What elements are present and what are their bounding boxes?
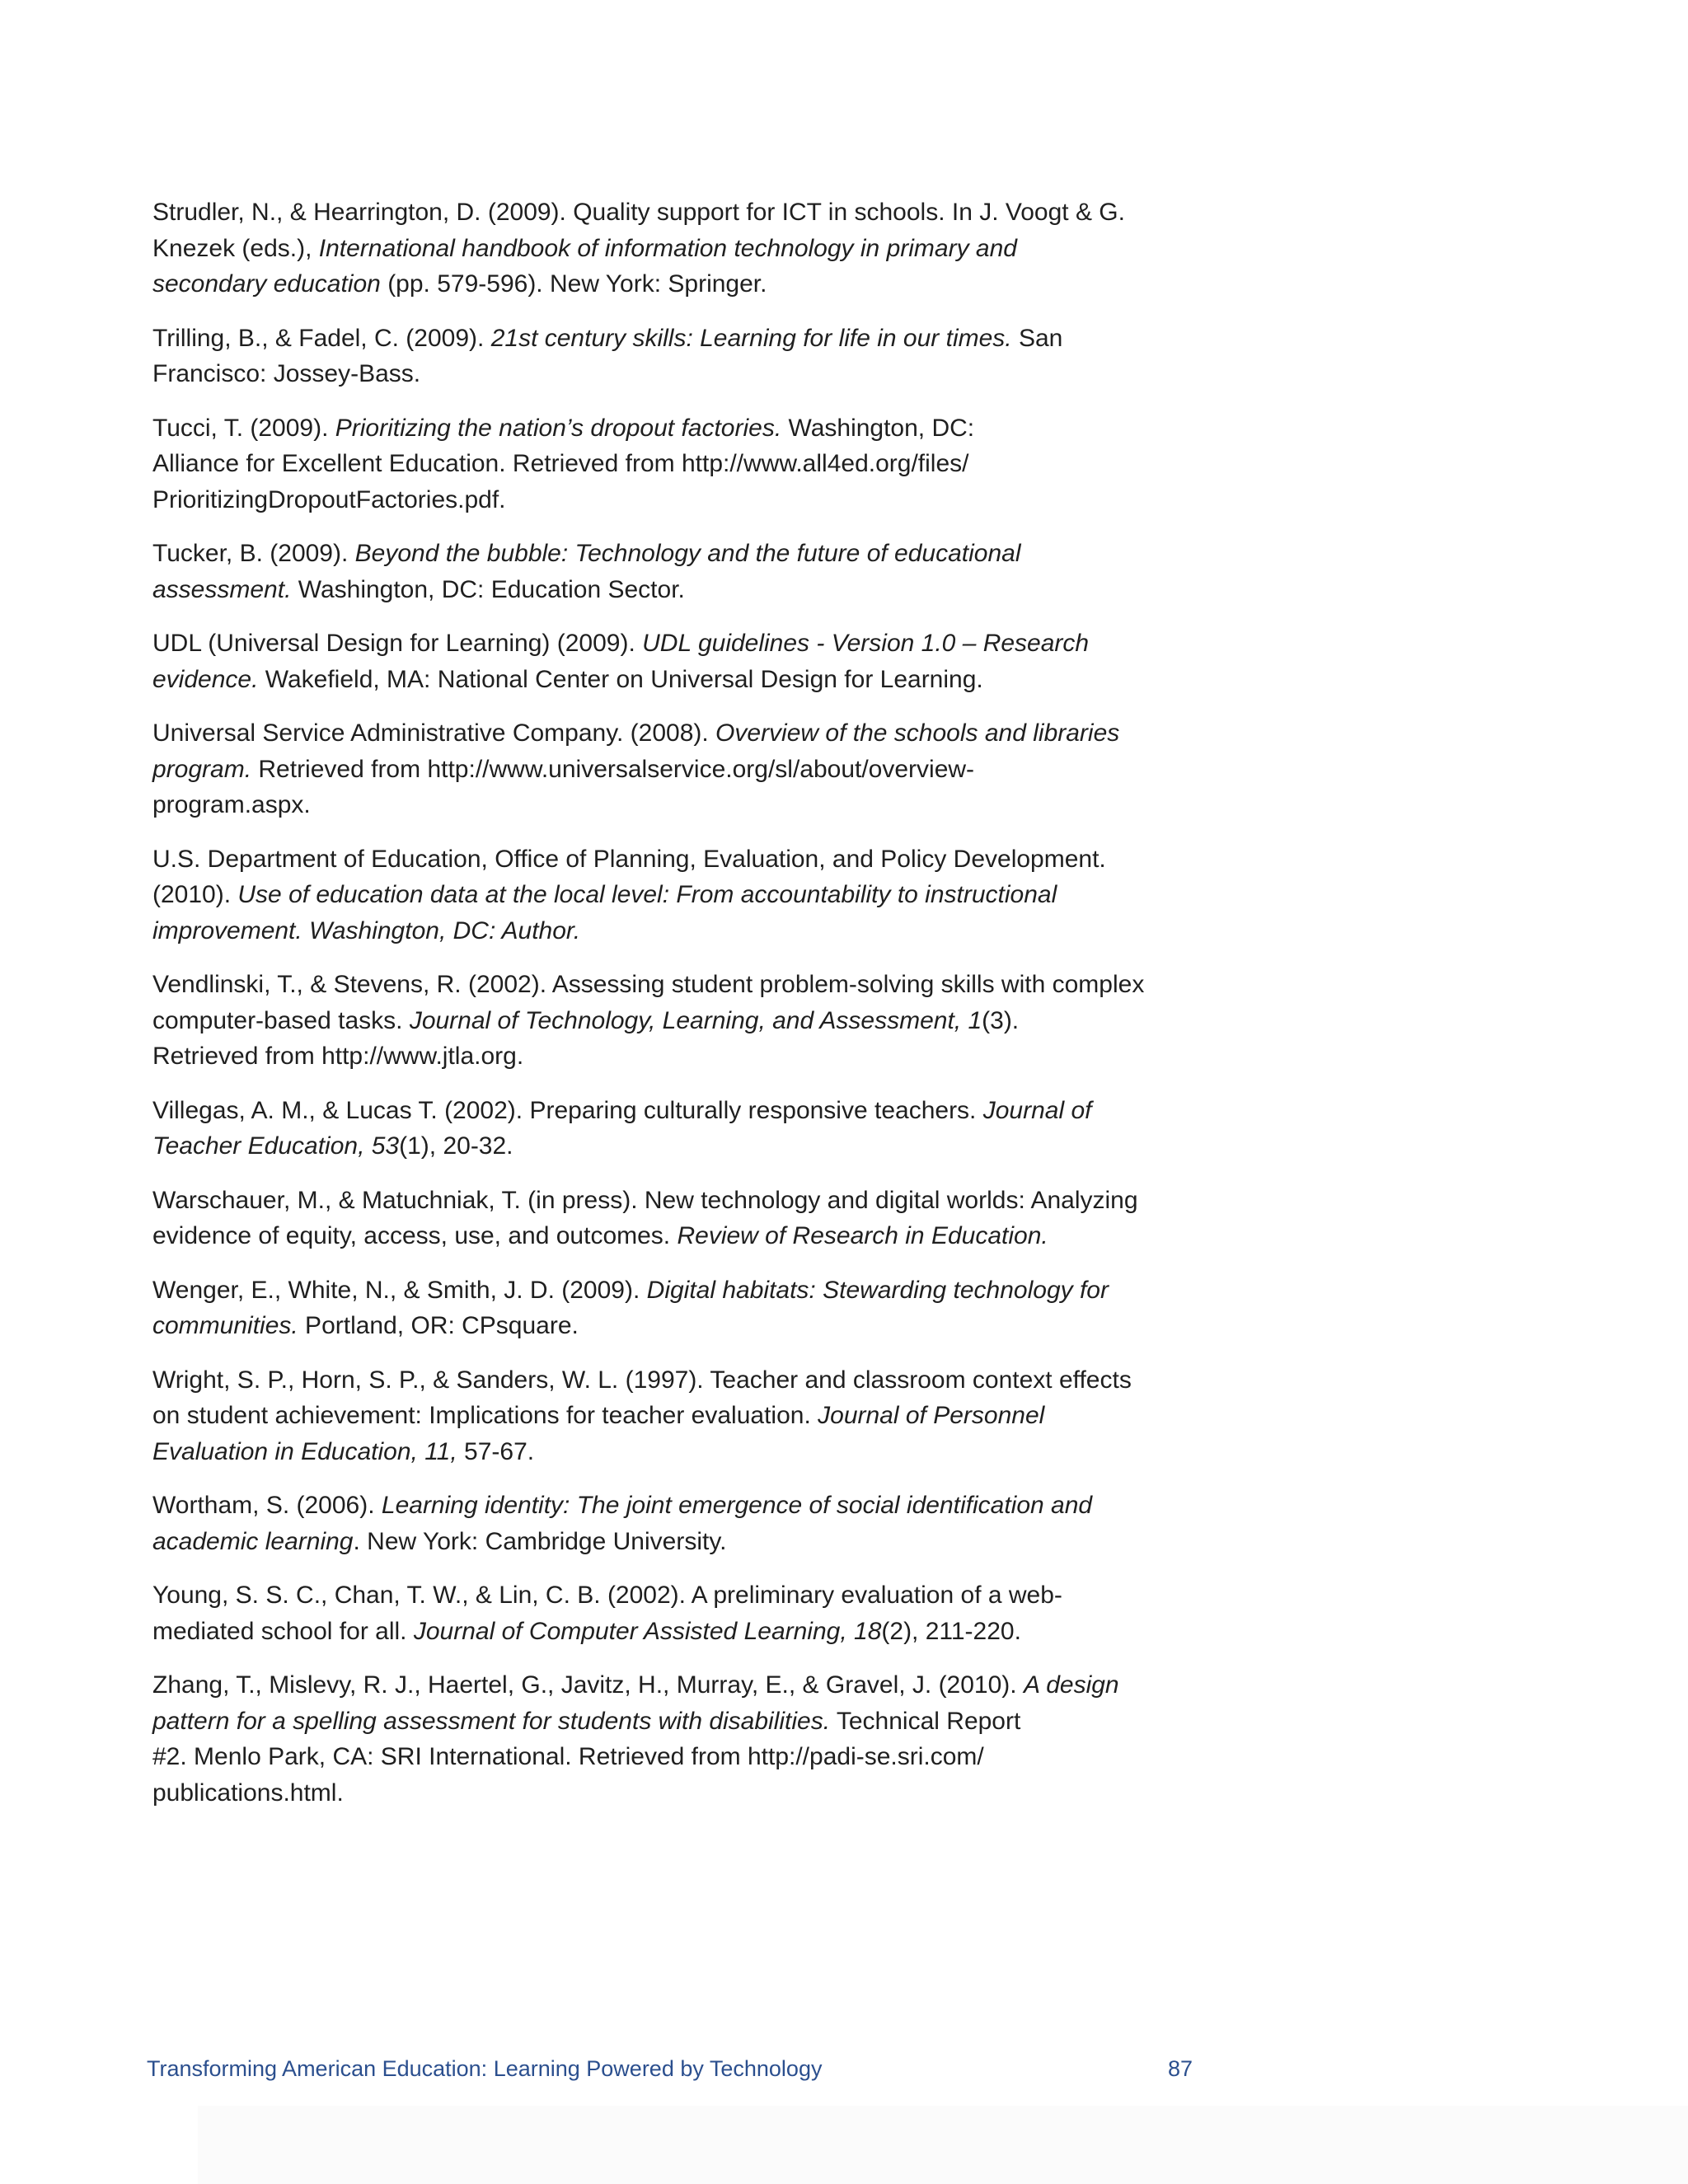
reference-italic-text: program. — [152, 755, 252, 783]
reference-entry — [152, 967, 1166, 1075]
reference-entry — [152, 1488, 1166, 1559]
reference-italic-text: 21st century skills: Learning for life in our times. — [490, 324, 1012, 352]
reference-text: Retrieved from http://www.universalservice.org/sl/about/overview- — [251, 755, 975, 783]
reference-line — [152, 1362, 1166, 1399]
reference-text: Young, S. S. C., Chan, T. W., & Lin, C. B. (2002). A preliminary evaluation of a web- — [152, 1582, 1062, 1609]
reference-line — [152, 626, 1166, 662]
reference-text: PrioritizingDropoutFactories.pdf. — [152, 485, 506, 513]
reference-entry — [152, 536, 1166, 607]
reference-text: Washington, DC: Education Sector. — [291, 575, 685, 603]
reference-text: publications.html. — [152, 1779, 344, 1807]
reference-italic-text: assessment. — [152, 575, 292, 603]
reference-text: Strudler, N., & Hearrington, D. (2009). Quality support for ICT in schools. In J. Voogt & G. — [152, 199, 1125, 226]
reference-line — [152, 877, 1166, 913]
reference-line — [152, 482, 1166, 518]
reference-text: Vendlinski, T., & Stevens, R. (2002). Assessing student problem-solving skills with complex — [152, 971, 1145, 998]
reference-line — [152, 841, 1166, 878]
reference-text: Wenger, E., White, N., & Smith, J. D. (2009). — [152, 1276, 647, 1304]
reference-line — [152, 967, 1166, 1003]
reference-line — [152, 1093, 1166, 1129]
reference-text: (1), 20-32. — [399, 1132, 513, 1160]
page-bottom-shade — [198, 2106, 1688, 2184]
reference-text: mediated school for all. — [152, 1617, 414, 1645]
reference-text: 57-67. — [457, 1437, 535, 1465]
reference-entry — [152, 194, 1166, 302]
reference-text: evidence of equity, access, use, and outcomes. — [152, 1222, 678, 1249]
reference-text: San — [1011, 324, 1063, 352]
reference-line — [152, 536, 1166, 572]
reference-italic-text: secondary education — [152, 270, 381, 298]
reference-line — [152, 266, 1166, 302]
reference-text: (pp. 579-596). New York: Springer. — [380, 270, 767, 298]
reference-text: Francisco: Jossey-Bass. — [152, 360, 421, 387]
reference-line — [152, 752, 1166, 788]
reference-entry — [152, 1667, 1166, 1811]
footer-title: Transforming American Education: Learning Powered by Technology — [147, 2056, 823, 2081]
reference-text: on student achievement: Implications for teacher evaluation. — [152, 1402, 818, 1429]
reference-text: (3). — [982, 1006, 1020, 1034]
reference-entry — [152, 1093, 1166, 1165]
reference-text: (2010). — [152, 881, 238, 908]
reference-line — [152, 662, 1166, 698]
reference-line — [152, 1488, 1166, 1524]
reference-entry — [152, 841, 1166, 949]
reference-entry — [152, 1272, 1166, 1344]
reference-text: computer-based tasks. — [152, 1006, 410, 1034]
reference-text: program.aspx. — [152, 791, 311, 818]
reference-line — [152, 321, 1166, 357]
reference-text: (2), 211-220. — [881, 1617, 1021, 1645]
reference-italic-text: communities. — [152, 1312, 298, 1339]
reference-line — [152, 1272, 1166, 1309]
reference-line — [152, 231, 1166, 267]
reference-italic-text: Learning identity: The joint emergence of social identification and — [381, 1492, 1093, 1519]
reference-italic-text: Use of education data at the local level: From accountability to instructional — [237, 881, 1057, 908]
reference-italic-text: academic learning — [152, 1527, 354, 1555]
reference-italic-text: Teacher Education, 53 — [152, 1132, 400, 1160]
reference-italic-text: Journal of Technology, Learning, and Assessment, 1 — [409, 1006, 982, 1034]
reference-entry — [152, 1577, 1166, 1649]
reference-line — [152, 1775, 1166, 1811]
reference-italic-text: A design — [1023, 1671, 1119, 1699]
reference-text: Villegas, A. M., & Lucas T. (2002). Preparing culturally responsive teachers. — [152, 1096, 983, 1124]
reference-italic-text: pattern for a spelling assessment for students with disabilities. — [152, 1707, 831, 1735]
reference-italic-text: Digital habitats: Stewarding technology for — [646, 1276, 1109, 1304]
reference-entry — [152, 1183, 1166, 1254]
reference-line — [152, 1524, 1166, 1560]
reference-italic-text: Journal of — [982, 1096, 1092, 1124]
reference-entry — [152, 1362, 1166, 1470]
reference-text: UDL (Universal Design for Learning) (2009). — [152, 630, 643, 657]
reference-italic-text: Overview of the schools and libraries — [715, 719, 1120, 747]
reference-line — [152, 1128, 1166, 1165]
reference-text: Warschauer, M., & Matuchniak, T. (in press). New technology and digital worlds: Analyzing — [152, 1186, 1138, 1214]
reference-text: Tucker, B. (2009). — [152, 540, 355, 567]
reference-italic-text: Evaluation in Education, 11, — [152, 1437, 457, 1465]
reference-text: Universal Service Administrative Company. (2008). — [152, 719, 716, 747]
reference-line — [152, 1003, 1166, 1039]
reference-line — [152, 1398, 1166, 1434]
reference-line — [152, 715, 1166, 752]
reference-entry — [152, 410, 1166, 518]
reference-text: Wakefield, MA: National Center on Universal Design for Learning. — [258, 665, 983, 693]
reference-line — [152, 1739, 1166, 1775]
reference-text: Knezek (eds.), — [152, 234, 319, 262]
reference-italic-text: UDL guidelines - Version 1.0 – Research — [642, 630, 1090, 657]
reference-text: Washington, DC: — [781, 414, 975, 442]
reference-line — [152, 1218, 1166, 1254]
reference-line — [152, 1434, 1166, 1470]
reference-line — [152, 356, 1166, 392]
reference-line — [152, 572, 1166, 608]
reference-italic-text: International handbook of information technology in primary and — [318, 234, 1017, 262]
reference-text: Trilling, B., & Fadel, C. (2009). — [152, 324, 491, 352]
reference-italic-text: Prioritizing the nation’s dropout factories. — [335, 414, 782, 442]
reference-list — [152, 194, 1166, 1829]
reference-text: Wright, S. P., Horn, S. P., & Sanders, W. L. (1997). Teacher and classroom context effects — [152, 1366, 1132, 1394]
reference-line — [152, 194, 1166, 231]
reference-italic-text: Review of Research in Education. — [677, 1222, 1048, 1249]
reference-italic-text: evidence. — [152, 665, 259, 693]
reference-entry — [152, 715, 1166, 823]
reference-italic-text: Beyond the bubble: Technology and the future of educational — [354, 540, 1021, 567]
reference-text: Tucci, T. (2009). — [152, 414, 335, 442]
reference-text: Alliance for Excellent Education. Retrieved from http://www.all4ed.org/files/ — [152, 450, 969, 477]
reference-line — [152, 410, 1166, 447]
reference-italic-text: Journal of Personnel — [818, 1402, 1045, 1429]
reference-line — [152, 446, 1166, 482]
reference-line — [152, 1577, 1166, 1614]
reference-text: . New York: Cambridge University. — [353, 1527, 727, 1555]
reference-entry — [152, 626, 1166, 697]
reference-italic-text: Journal of Computer Assisted Learning, 18 — [413, 1617, 882, 1645]
reference-line — [152, 1038, 1166, 1075]
reference-entry — [152, 321, 1166, 392]
reference-line — [152, 1308, 1166, 1344]
page-number: 87 — [1168, 2056, 1193, 2081]
reference-text: Zhang, T., Mislevy, R. J., Haertel, G., Javitz, H., Murray, E., & Gravel, J. (2010). — [152, 1671, 1024, 1699]
reference-line — [152, 1183, 1166, 1219]
reference-text: Retrieved from http://www.jtla.org. — [152, 1043, 524, 1070]
reference-line — [152, 787, 1166, 823]
reference-italic-text: improvement. Washington, DC: Author. — [152, 916, 581, 944]
reference-line — [152, 1704, 1166, 1740]
reference-line — [152, 1667, 1166, 1704]
reference-line — [152, 913, 1166, 949]
reference-text: Portland, OR: CPsquare. — [298, 1312, 579, 1339]
reference-text: Wortham, S. (2006). — [152, 1492, 382, 1519]
reference-line — [152, 1614, 1166, 1650]
reference-text: U.S. Department of Education, Office of Planning, Evaluation, and Policy Development. — [152, 845, 1106, 873]
reference-text: #2. Menlo Park, CA: SRI International. Retrieved from http://padi-se.sri.com/ — [152, 1743, 984, 1770]
reference-text: Technical Report — [830, 1707, 1021, 1735]
